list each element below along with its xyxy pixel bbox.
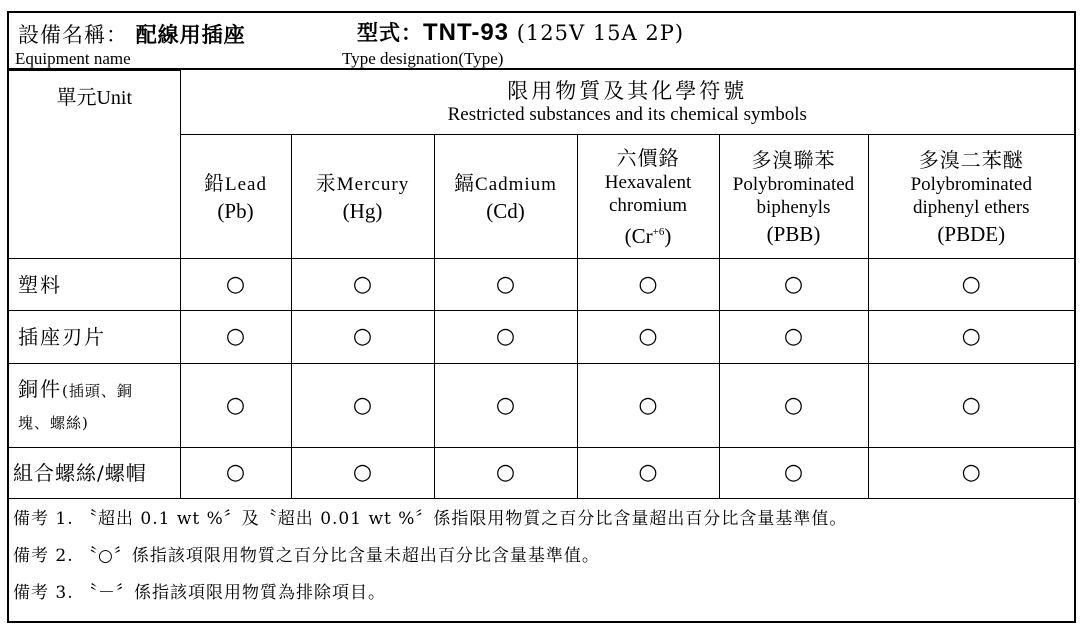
table-cell	[180, 448, 291, 499]
note-3: 備考 3. 〝－〞係指該項限用物質為排除項目。	[13, 583, 387, 603]
compliance-mark: ○	[225, 324, 246, 349]
compliance-mark: ○	[638, 392, 658, 418]
table-row	[9, 311, 1074, 364]
copper-label-main: 銅件	[18, 376, 62, 401]
compliance-mark: ○	[225, 392, 246, 418]
type-label-cn	[357, 17, 684, 47]
compliance-mark: ○	[352, 271, 373, 297]
restricted-substances-header	[180, 71, 1074, 135]
compliance-mark: ○	[352, 392, 373, 418]
note-2: 備考 2. 〝○〞係指該項限用物質之百分比含量未超出百分比含量基準值。	[13, 546, 600, 566]
table-cell	[868, 259, 1074, 311]
table-row	[9, 259, 1074, 311]
table-cell	[180, 259, 291, 311]
substance-lead	[180, 135, 291, 259]
table-cell	[291, 448, 434, 499]
substance-pbb-en2: biphenyls	[756, 197, 831, 218]
table-cell	[434, 259, 577, 311]
table-cell	[291, 311, 434, 364]
substance-cadmium-cn: 鎘	[454, 171, 476, 195]
table-cell	[868, 364, 1074, 448]
compliance-mark: ○	[225, 460, 246, 485]
substance-pbb	[719, 135, 868, 259]
table-cell	[719, 364, 868, 448]
substance-pbb-en1: Polybrominated	[732, 174, 855, 195]
chromium-symbol-end: )	[664, 224, 672, 248]
substance-pbde	[868, 135, 1074, 259]
compliance-mark: ○	[961, 271, 981, 297]
copper-label-small2: 塊、螺絲)	[18, 413, 89, 432]
substance-mercury-en: Mercury	[336, 174, 410, 195]
table-cell	[577, 259, 719, 311]
table-cell	[868, 448, 1074, 499]
substance-mercury-symbol: (Hg)	[342, 199, 383, 223]
equipment-label-cn	[18, 19, 246, 49]
table-cell	[868, 311, 1074, 364]
compliance-mark: ○	[638, 324, 658, 349]
notes-cell	[9, 499, 1074, 613]
table-row	[9, 448, 1074, 499]
compliance-mark: ○	[352, 460, 373, 485]
note-1: 備考 1. 〝超出 0.1 wt %〞及〝超出 0.01 wt %〞係指限用物質之百分比含量超出百分比含量基準值。	[13, 509, 848, 529]
compliance-mark: ○	[961, 392, 981, 418]
substance-pbb-symbol: (PBB)	[766, 222, 821, 246]
table-cell	[434, 311, 577, 364]
substance-cadmium	[434, 135, 577, 259]
substance-pbb-cn: 多溴聯苯	[751, 148, 836, 172]
substances-table	[9, 70, 1074, 612]
substance-hexavalent-chromium	[577, 135, 719, 259]
row-label-copper	[9, 364, 180, 448]
form-header	[9, 13, 1074, 70]
table-row	[9, 364, 1074, 448]
table-cell	[180, 364, 291, 448]
compliance-mark: ○	[638, 460, 658, 485]
substance-chromium-cn: 六價鉻	[616, 146, 680, 170]
type-model: TNT-93	[423, 19, 510, 46]
equipment-label-en: Equipment name	[15, 49, 131, 68]
row-label-screws: 組合螺絲/螺帽	[9, 448, 180, 499]
substance-lead-symbol: (Pb)	[217, 199, 254, 223]
substance-pbde-en1: Polybrominated	[910, 174, 1032, 195]
row-label-plastic: 塑料	[9, 259, 180, 311]
substance-pbde-cn: 多溴二苯醚	[918, 148, 1024, 172]
substance-lead-en: Lead	[225, 174, 267, 195]
substance-pbde-en2: diphenyl ethers	[912, 197, 1030, 218]
compliance-mark: ○	[495, 460, 516, 485]
table-cell	[577, 311, 719, 364]
table-cell	[719, 448, 868, 499]
rohs-declaration-form	[7, 11, 1076, 623]
table-cell	[291, 259, 434, 311]
substance-mercury	[291, 135, 434, 259]
type-rating: (125V 15A 2P)	[516, 21, 685, 45]
restricted-en: Restricted substances and its chemical symbols	[447, 104, 807, 126]
substance-cadmium-symbol: (Cd)	[486, 199, 525, 223]
compliance-mark: ○	[783, 324, 804, 349]
compliance-mark: ○	[783, 271, 804, 297]
substance-pbde-symbol: (PBDE)	[937, 222, 1006, 246]
substance-lead-cn: 鉛	[204, 171, 225, 195]
compliance-mark: ○	[495, 392, 516, 418]
restricted-cn: 限用物質及其化學符號	[507, 79, 748, 104]
chromium-symbol-base: (Cr	[624, 224, 653, 248]
table-cell	[577, 448, 719, 499]
compliance-mark: ○	[783, 392, 804, 418]
table-cell	[719, 311, 868, 364]
substance-cadmium-en: Cadmium	[475, 174, 557, 195]
restricted-header-row	[9, 71, 1074, 135]
equipment-label-cn-text: 設備名稱：	[18, 23, 128, 47]
substance-chromium-en1: Hexavalent	[604, 172, 692, 193]
substance-chromium-en2: chromium	[608, 195, 688, 216]
notes-row	[9, 499, 1074, 613]
table-cell	[291, 364, 434, 448]
compliance-mark: ○	[961, 324, 981, 349]
compliance-mark: ○	[638, 271, 658, 297]
row-label-blades: 插座刃片	[9, 311, 180, 364]
chromium-symbol-sup: +6	[652, 226, 665, 238]
table-cell	[434, 364, 577, 448]
compliance-mark: ○	[495, 271, 516, 297]
compliance-mark: ○	[783, 460, 804, 485]
substance-mercury-cn: 汞	[315, 171, 337, 195]
unit-label-cn: 單元	[56, 85, 97, 109]
compliance-mark: ○	[495, 324, 516, 349]
compliance-mark: ○	[352, 324, 373, 349]
compliance-mark: ○	[225, 271, 246, 297]
type-label-en: Type designation(Type)	[342, 49, 504, 68]
unit-label-en: Unit	[96, 87, 133, 109]
compliance-mark: ○	[961, 460, 981, 485]
table-cell	[434, 448, 577, 499]
table-cell	[180, 311, 291, 364]
substance-chromium-symbol	[578, 217, 719, 251]
table-cell	[577, 364, 719, 448]
table-cell	[719, 259, 868, 311]
equipment-name: 配線用插座	[135, 23, 246, 47]
unit-header-cell	[9, 71, 180, 259]
copper-label-small1: (插頭、銅	[62, 381, 133, 400]
type-label-cn-text: 型式：	[357, 21, 423, 45]
